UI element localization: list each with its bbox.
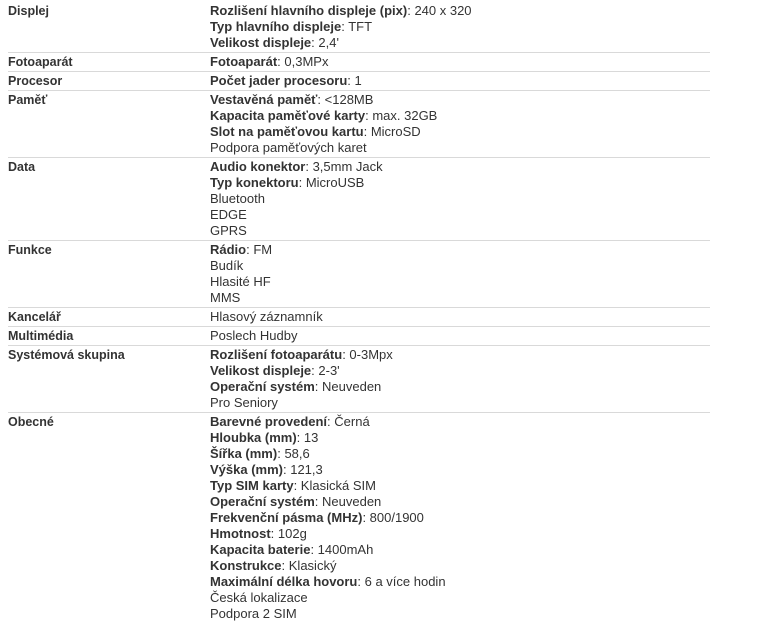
spec-item: Slot na paměťovou kartu: MicroSD [210,124,421,139]
spec-item-value: 1 [354,73,362,88]
spec-item: Operační systém: Neuveden [210,494,382,509]
spec-category: Obecné [8,415,54,429]
spec-item: Fotoaparát: 0,3MPx [210,54,329,69]
spec-item: Velikost displeje: 2-3' [210,363,340,378]
spec-values [210,308,710,326]
spec-item-value: 2-3' [318,363,340,378]
spec-item-value: 3,5mm Jack [312,159,383,174]
spec-item: Konstrukce: Klasický [210,558,337,573]
spec-item-label: Konstrukce [210,558,282,573]
spec-item-value: 0,3MPx [284,54,329,69]
spec-item [210,606,710,622]
spec-item: Operační systém: Neuveden [210,379,382,394]
spec-category: Data [8,160,36,174]
spec-item: Počet jader procesoru: 1 [210,73,362,88]
spec-item-label: Velikost displeje [210,35,312,50]
spec-item [210,258,710,274]
spec-item-label: Kapacita baterie [210,542,311,557]
spec-category: Kancelář [8,310,61,324]
spec-table [8,2,710,623]
spec-item [210,290,710,306]
spec-item-label: Rozlišení hlavního displeje (pix) [210,3,408,18]
spec-item: Maximální délka hovoru: 6 a více hodin [210,574,446,589]
spec-item-label: Typ hlavního displeje [210,19,342,34]
spec-values [210,413,710,623]
spec-item [210,328,710,344]
spec-item: Hmotnost: 102g [210,526,307,541]
spec-item-value: Pro Seniory [210,395,278,410]
spec-item-value: Neuveden [322,379,382,394]
spec-item [210,207,710,223]
spec-row [8,2,710,53]
spec-item-label: Rozlišení fotoaparátu [210,347,343,362]
spec-item-value: <128MB [324,92,374,107]
spec-item-label: Operační systém [210,494,315,509]
spec-row [8,413,710,623]
spec-item [210,223,710,239]
spec-item [210,590,710,606]
spec-row [8,158,710,241]
spec-item-value: 800/1900 [369,510,424,525]
spec-item-value: Podpora 2 SIM [210,606,297,621]
spec-item: Hloubka (mm): 13 [210,430,319,445]
spec-item-label: Frekvenční pásma (MHz) [210,510,363,525]
spec-item-label: Výška (mm) [210,462,283,477]
spec-item-label: Rádio [210,242,247,257]
spec-item-label: Typ konektoru [210,175,299,190]
spec-item-value: MicroUSB [305,175,365,190]
spec-item-value: Podpora paměťových karet [210,140,367,155]
spec-category: Fotoaparát [8,55,73,69]
spec-item-label: Maximální délka hovoru [210,574,358,589]
spec-item: Vestavěná paměť: <128MB [210,92,374,107]
spec-item-value: 1400mAh [317,542,374,557]
spec-item: Typ SIM karty: Klasická SIM [210,478,376,493]
spec-item: Kapacita baterie: 1400mAh [210,542,374,557]
spec-item-label: Slot na paměťovou kartu [210,124,364,139]
spec-item: Rozlišení fotoaparátu: 0-3Mpx [210,347,393,362]
spec-item: Rádio: FM [210,242,273,257]
spec-row [8,308,710,327]
spec-row [8,53,710,72]
spec-row [8,91,710,158]
spec-category: Paměť [8,93,48,107]
spec-item-value: Česká lokalizace [210,590,308,605]
spec-values [210,158,710,240]
spec-item-value: FM [253,242,273,257]
spec-item-value: EDGE [210,207,247,222]
spec-category: Multimédia [8,329,74,343]
spec-item-label: Kapacita paměťové karty [210,108,366,123]
spec-item-value: Budík [210,258,244,273]
spec-category: Systémová skupina [8,348,125,362]
spec-item-label: Hloubka (mm) [210,430,297,445]
spec-item-label: Operační systém [210,379,315,394]
spec-item-value: Klasický [288,558,337,573]
spec-item-value: TFT [348,19,373,34]
spec-values [210,2,710,52]
spec-item-label: Šířka (mm) [210,446,278,461]
spec-item [210,309,710,325]
spec-item-value: 58,6 [284,446,310,461]
spec-item-value: 102g [277,526,307,541]
spec-item-value: Černá [334,414,370,429]
spec-values [210,346,710,412]
spec-row [8,241,710,308]
spec-item: Typ konektoru: MicroUSB [210,175,365,190]
spec-item-value: max. 32GB [372,108,438,123]
spec-values [210,241,710,307]
spec-item-value: MicroSD [370,124,421,139]
spec-item-value: Neuveden [322,494,382,509]
spec-values [210,91,710,157]
spec-item-value: Hlasový záznamník [210,309,323,324]
spec-item: Audio konektor: 3,5mm Jack [210,159,383,174]
spec-item-value: Poslech Hudby [210,328,298,343]
spec-category: Displej [8,4,49,18]
spec-item-value: MMS [210,290,241,305]
spec-item [210,140,710,156]
spec-item-value: Bluetooth [210,191,265,206]
spec-item-value: Hlasité HF [210,274,271,289]
spec-item-label: Audio konektor [210,159,306,174]
spec-item [210,395,710,411]
spec-item-label: Typ SIM karty [210,478,294,493]
spec-item-value: 240 x 320 [414,3,472,18]
spec-row [8,346,710,413]
spec-item: Výška (mm): 121,3 [210,462,323,477]
spec-item-value: 13 [303,430,319,445]
spec-item-label: Hmotnost [210,526,271,541]
spec-item: Kapacita paměťové karty: max. 32GB [210,108,438,123]
spec-item-value: 6 a více hodin [364,574,446,589]
spec-item-value: 2,4' [318,35,339,50]
spec-item: Typ hlavního displeje: TFT [210,19,373,34]
spec-item: Velikost displeje: 2,4' [210,35,339,50]
spec-item [210,191,710,207]
spec-values [210,53,710,71]
spec-item-label: Barevné provedení [210,414,328,429]
spec-row [8,72,710,91]
spec-item-label: Vestavěná paměť [210,92,318,107]
spec-item [210,274,710,290]
spec-item-value: GPRS [210,223,247,238]
spec-row [8,327,710,346]
spec-item-label: Velikost displeje [210,363,312,378]
spec-item-label: Fotoaparát [210,54,278,69]
spec-item: Frekvenční pásma (MHz): 800/1900 [210,510,424,525]
spec-values [210,72,710,90]
spec-item: Barevné provedení: Černá [210,414,370,429]
spec-item: Rozlišení hlavního displeje (pix): 240 x 320 [210,3,472,18]
spec-item: Šířka (mm): 58,6 [210,446,310,461]
spec-item-value: 121,3 [290,462,323,477]
spec-category: Procesor [8,74,63,88]
spec-category: Funkce [8,243,52,257]
spec-item-value: Klasická SIM [300,478,376,493]
spec-item-label: Počet jader procesoru [210,73,348,88]
spec-values [210,327,710,345]
spec-item-value: 0-3Mpx [349,347,393,362]
